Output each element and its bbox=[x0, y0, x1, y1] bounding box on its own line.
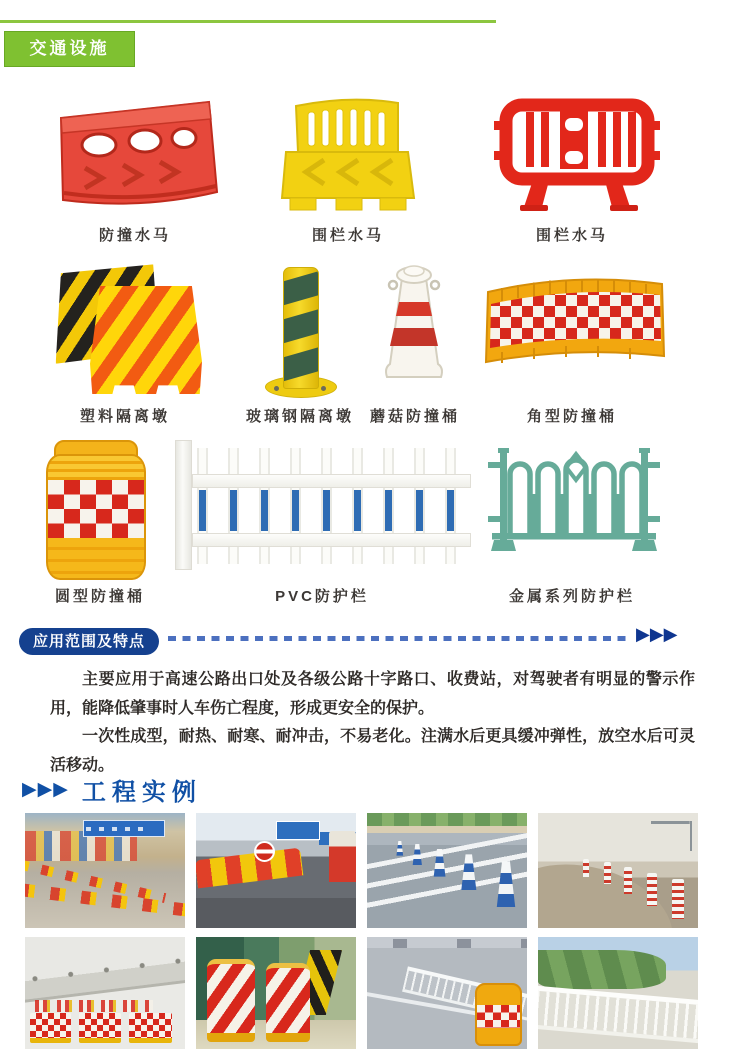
delineator-post bbox=[583, 859, 589, 877]
barrel-body bbox=[46, 454, 146, 580]
chevron-drum bbox=[266, 963, 309, 1042]
project-photo-street-cones bbox=[25, 813, 185, 928]
project-photo-roadside-barriers bbox=[196, 813, 356, 928]
delineator-post bbox=[604, 862, 611, 884]
project-photo-bollard-median bbox=[367, 813, 527, 928]
bolt-dot bbox=[321, 386, 326, 391]
product-label: 围栏水马 bbox=[311, 227, 384, 244]
delineator-post bbox=[672, 879, 684, 919]
delineator-post bbox=[647, 873, 657, 906]
sidewalk-strip bbox=[367, 826, 527, 833]
far-barrier-row bbox=[35, 1000, 153, 1012]
product-label: PVC防护栏 bbox=[275, 588, 369, 605]
checkered-barrier bbox=[129, 1013, 172, 1044]
green-stripe bbox=[283, 345, 319, 382]
sign-gantry bbox=[651, 821, 691, 851]
triple-arrow-icon: ▶▶▶ bbox=[636, 624, 678, 644]
yellow-fence-barrier-icon bbox=[272, 90, 422, 220]
fence-end-post bbox=[175, 440, 192, 570]
blue-bollard bbox=[396, 841, 404, 856]
metal-arch-fence-icon bbox=[478, 438, 670, 570]
anti-collision-water-barrier-image bbox=[45, 92, 227, 217]
fence-blue-bars bbox=[197, 490, 469, 531]
product-label: 角型防撞桶 bbox=[526, 408, 617, 425]
product-label: 围栏水马 bbox=[535, 227, 608, 244]
fence-water-barrier-red-image bbox=[488, 95, 666, 215]
round-crash-barrel-image bbox=[46, 440, 146, 580]
plastic-isolation-pier-image bbox=[50, 260, 208, 398]
blue-road-signs bbox=[276, 821, 320, 840]
checkered-barrier bbox=[30, 1013, 72, 1044]
pvc-guardrail-image bbox=[175, 438, 471, 574]
section-tag-traffic-facilities bbox=[4, 31, 135, 67]
application-section-title: 应用范围及特点 bbox=[32, 633, 145, 650]
triple-arrow-icon: ▶▶▶ bbox=[22, 779, 69, 800]
bolt-dot bbox=[274, 386, 279, 391]
pier-column bbox=[283, 267, 319, 389]
angle-crash-barrel-image bbox=[478, 262, 670, 384]
curved-checker-barrier-icon bbox=[478, 262, 670, 384]
overhead-blue-sign bbox=[83, 820, 165, 837]
distant-cars bbox=[367, 939, 527, 948]
drum-checker-band bbox=[477, 1005, 520, 1028]
red-bus bbox=[329, 831, 356, 882]
application-section-pill bbox=[19, 628, 159, 655]
barrel-ridges-bottom bbox=[48, 538, 144, 578]
gallery-header bbox=[22, 772, 202, 807]
product-label: 圆型防撞桶 bbox=[54, 588, 145, 605]
section-tag-label: 交通设施 bbox=[29, 39, 110, 58]
curved-road bbox=[538, 847, 685, 928]
product-label: 防撞水马 bbox=[98, 227, 171, 244]
project-photo-median-fence-drum bbox=[367, 937, 527, 1049]
white-guardrail bbox=[538, 986, 698, 1043]
top-divider-line bbox=[0, 20, 496, 23]
fence-top-rail bbox=[192, 474, 471, 488]
no-entry-sign bbox=[254, 841, 275, 862]
green-stripe bbox=[283, 269, 319, 306]
chevron-drum bbox=[207, 959, 255, 1042]
fence-bottom-rail bbox=[192, 533, 471, 547]
project-photo-highway-curve bbox=[538, 813, 698, 928]
overpass-beam bbox=[25, 937, 185, 1003]
mushroom-crash-barrel-image bbox=[380, 258, 448, 398]
project-photo-grid bbox=[25, 813, 698, 1049]
striped-front-panel bbox=[90, 286, 202, 394]
project-photo-toll-station bbox=[25, 937, 185, 1049]
application-paragraph-2: 一次性成型，耐热、耐寒、耐冲击，不易老化。注满水后更具缓冲弹性，放空水后可灵活移动。 bbox=[50, 728, 695, 774]
red-yellow-barrier-row bbox=[196, 848, 303, 888]
project-photo-roadside-guardrail bbox=[538, 937, 698, 1049]
gallery-title: 工程实例 bbox=[81, 779, 202, 806]
project-photo-chevron-drums bbox=[196, 937, 356, 1049]
product-label: 玻璃钢隔离墩 bbox=[245, 408, 354, 425]
product-label: 蘑菇防撞桶 bbox=[369, 408, 460, 425]
fence-water-barrier-yellow-image bbox=[272, 90, 422, 220]
product-label: 塑料隔离墩 bbox=[79, 408, 170, 425]
red-fence-barrier-icon bbox=[488, 95, 666, 215]
product-label: 金属系列防护栏 bbox=[508, 588, 635, 605]
fiberglass-isolation-pier-image bbox=[264, 258, 336, 398]
checkered-barrier bbox=[79, 1013, 121, 1044]
red-water-barrier-icon bbox=[45, 92, 227, 217]
yellow-checker-drum bbox=[475, 983, 522, 1045]
tree-line bbox=[538, 950, 666, 988]
metal-series-guardrail-image bbox=[478, 438, 670, 570]
mushroom-bollard-icon bbox=[380, 258, 448, 398]
application-paragraph-1: 主要应用于高速公路出口处及各级公路十字路口、收费站，对驾驶者有明显的警示作用，能降低肇事时人车伤亡程度，形成更安全的保护。 bbox=[50, 671, 695, 717]
green-stripe bbox=[283, 307, 319, 344]
dashed-divider-line bbox=[168, 636, 630, 641]
barrel-checker-band bbox=[48, 480, 144, 538]
delineator-post bbox=[624, 867, 632, 894]
application-description bbox=[50, 666, 695, 780]
barrel-ridges-top bbox=[48, 456, 144, 480]
greenery-strip bbox=[367, 813, 527, 826]
